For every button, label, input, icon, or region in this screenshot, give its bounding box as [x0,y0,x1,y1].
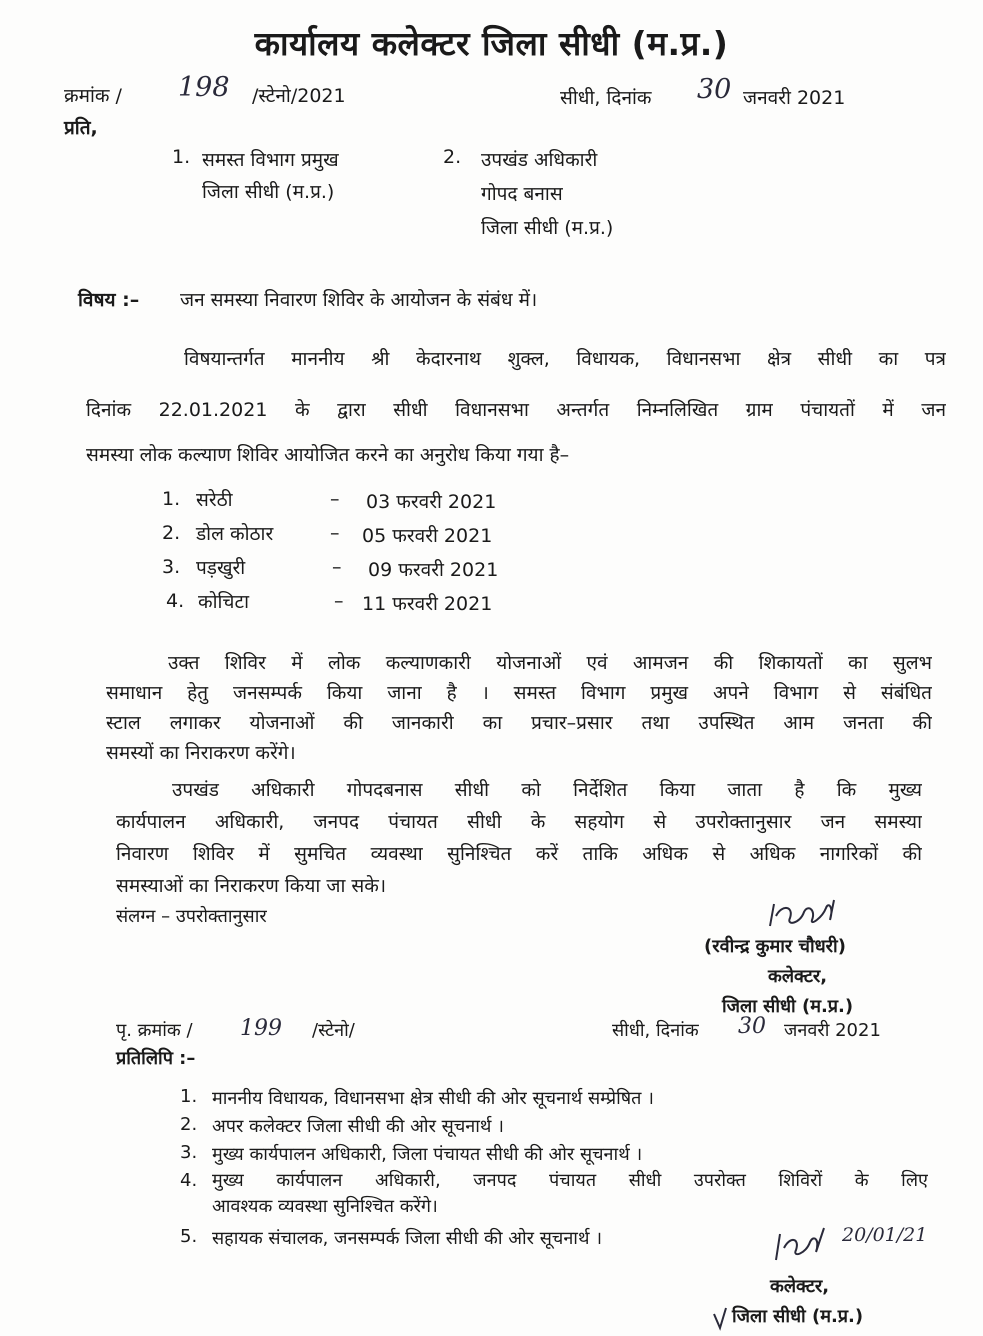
enclosure-note: संलग्न – उपरोक्तानुसार [116,906,267,927]
paragraph-line: कार्यपालन अधिकारी, जनपद पंचायत सीधी के सहयोग से उपरोक्तानुसार जन समस्या [116,811,922,833]
ref-prefix: क्रमांक / [64,85,122,107]
copy-text: अपर कलेक्टर जिला सीधी की ओर सूचनार्थ । [212,1116,504,1137]
camp-place: कोचिटा [198,591,249,613]
recipient-1-line: समस्त विभाग प्रमुख [202,149,339,171]
endorsement-ref-suffix: /स्टेनो/ [312,1020,355,1041]
recipient-2-line: जिला सीधी (म.प्र.) [481,217,614,239]
subject-text: जन समस्या निवारण शिविर के आयोजन के संबंध में। [180,289,538,311]
copy-num: 1. [180,1086,198,1107]
ref-date-prefix: सीधी, दिनांक [560,87,652,109]
ref-day-handwritten: 30 [697,74,732,105]
recipient-2-num: 2. [443,146,462,168]
signatory-office: जिला सीधी (म.प्र.) [722,996,854,1017]
ref-number-handwritten: 198 [178,72,230,103]
copy-text: सहायक संचालक, जनसम्पर्क जिला सीधी की ओर सूचनार्थ । [212,1228,603,1249]
copy-num: 4. [180,1170,198,1191]
camp-num: 4. [166,590,185,612]
paragraph-line: उपखंड अधिकारी गोपदबनास सीधी को निर्देशित किया जाता है कि मुख्य [172,779,922,801]
paragraph-line: उक्त शिविर में लोक कल्याणकारी योजनाओं एवं आमजन की शिकायतों का सुलभ [168,652,932,674]
copy-text: मुख्य कार्यपालन अधिकारी, जिला पंचायत सीधी की ओर सूचनार्थ । [212,1144,643,1165]
copy-num: 5. [180,1226,198,1247]
initials-date-handwritten: 20/01/21 [842,1224,928,1246]
camp-place: पड़खुरी [196,557,246,579]
tick-mark [712,1306,732,1332]
camp-date: 11 फरवरी 2021 [362,593,493,615]
camp-dash: – [332,556,342,578]
ref-month-year: जनवरी 2021 [743,87,846,109]
recipient-1-num: 1. [172,146,191,168]
body-paragraph-2 [116,774,922,902]
recipient-1-line: जिला सीधी (म.प्र.) [202,181,335,203]
endorsement-date-prefix: सीधी, दिनांक [612,1020,699,1041]
camp-place: सरेठी [196,489,233,511]
camp-num: 3. [162,556,181,578]
camp-date: 05 फरवरी 2021 [362,525,493,547]
copy-text-multiline [212,1168,928,1220]
camp-place: डोल कोठार [196,523,274,545]
initials-mark [770,1222,840,1266]
paragraph-line: समस्याओं का निराकरण किया जा सके। [116,875,387,897]
signatory-office: जिला सीधी (म.प्र.) [732,1306,864,1327]
signatory-designation: कलेक्टर, [770,1276,830,1297]
paragraph-line: दिनांक 22.01.2021 के द्वारा सीधी विधानसभा अन्तर्गत निम्नलिखित ग्राम पंचायतों में जन [86,399,946,421]
paragraph-line: निवारण शिविर में सुमचित व्यवस्था सुनिश्चित करें ताकि अधिक से अधिक नागरिकों की [116,843,922,865]
camp-num: 2. [162,522,181,544]
camp-dash: – [330,522,340,544]
copy-label: प्रतिलिपि :– [116,1048,196,1069]
copy-num: 2. [180,1114,198,1135]
camp-num: 1. [162,488,181,510]
signatory-name: (रवीन्द्र कुमार चौधरी) [704,936,846,957]
intro-paragraph [86,344,946,471]
recipient-2-line: गोपद बनास [481,183,563,205]
signature-mark [764,896,854,932]
paragraph-line: विषयान्तर्गत माननीय श्री केदारनाथ शुक्ल, विधायक, विधानसभा क्षेत्र सीधी का पत्र [184,348,946,370]
paragraph-line: समस्या लोक कल्याण शिविर आयोजित करने का अनुरोध किया गया है– [86,444,570,466]
endorsement-month-year: जनवरी 2021 [784,1020,881,1041]
recipient-2-line: उपखंड अधिकारी [481,149,598,171]
ref-suffix: /स्टेनो/2021 [252,85,346,107]
endorsement-ref-prefix: पृ. क्रमांक / [116,1020,193,1041]
endorsement-day-handwritten: 30 [738,1014,766,1039]
endorsement-ref-number-handwritten: 199 [240,1016,282,1041]
copy-num: 3. [180,1142,198,1163]
camp-dash: – [334,590,344,612]
office-title: कार्यालय कलेक्टर जिला सीधी (म.प्र.) [254,24,729,63]
paragraph-line: आवश्यक व्यवस्था सुनिश्चित करेंगे। [212,1196,438,1217]
paragraph-line: समाधान हेतु जनसम्पर्क किया जाना है । समस्त विभाग प्रमुख अपने विभाग से संबंधित [106,682,932,704]
copy-text: माननीय विधायक, विधानसभा क्षेत्र सीधी की ओर सूचनार्थ सम्प्रेषित । [212,1088,654,1109]
camp-date: 09 फरवरी 2021 [368,559,499,581]
camp-dash: – [330,488,340,510]
paragraph-line: मुख्य कार्यपालन अधिकारी, जनपद पंचायत सीधी उपरोक्त शिविरों के लिए [212,1170,928,1191]
paragraph-line: समस्यों का निराकरण करेंगे। [106,742,296,764]
subject-label: विषय :– [78,289,140,311]
body-paragraph-1 [106,648,932,768]
camp-date: 03 फरवरी 2021 [366,491,497,513]
signatory-designation: कलेक्टर, [768,966,828,987]
paragraph-line: स्टाल लगाकर योजनाओं की जानकारी का प्रचार–प्रसार तथा उपस्थित आम जनता की [106,712,932,734]
to-label: प्रति, [64,117,98,139]
